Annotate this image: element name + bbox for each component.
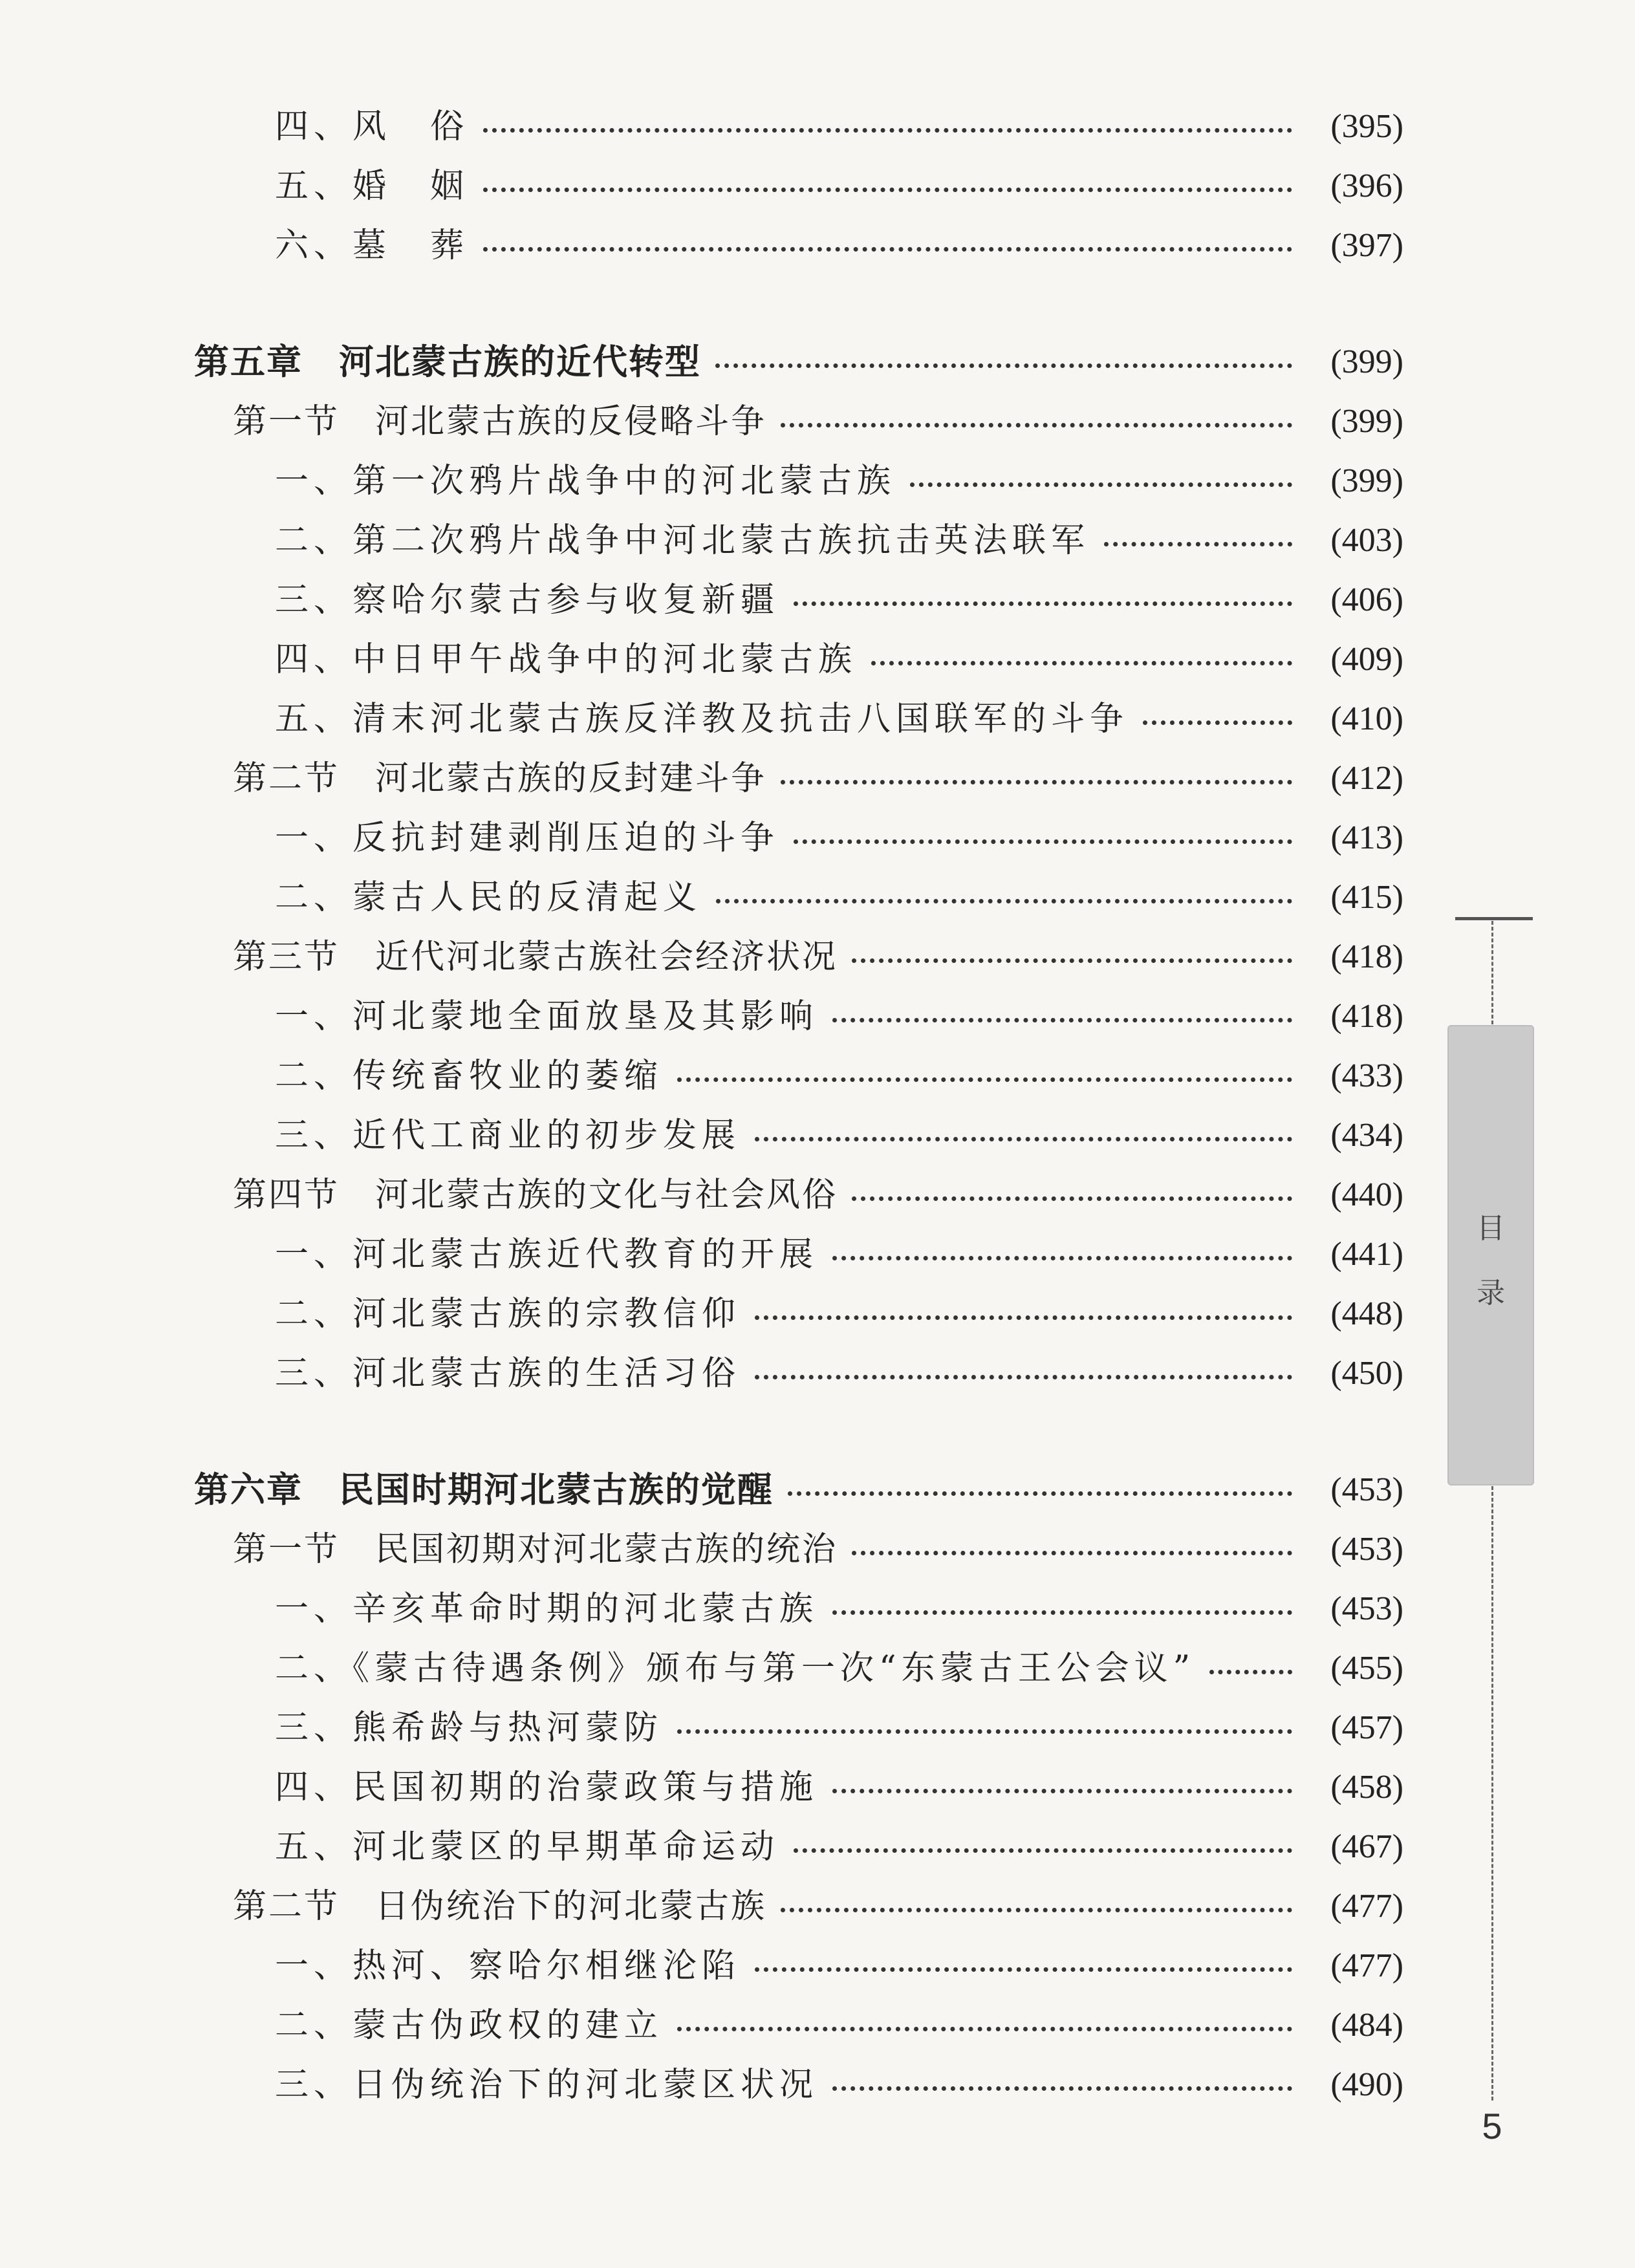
- toc-item: 三、察哈尔蒙古参与收复新疆 (406): [275, 581, 1403, 620]
- tab-divider-line: [1455, 917, 1533, 920]
- toc-item: 四、中日甲午战争中的河北蒙古族 (409): [275, 640, 1403, 679]
- toc-item: 一、辛亥革命时期的河北蒙古族 (453): [275, 1590, 1403, 1628]
- table-of-contents: [194, 97, 1403, 2115]
- tab-dashed-line-bottom: [1491, 1486, 1493, 2101]
- toc-item: 三、近代工商业的初步发展 (434): [275, 1116, 1403, 1155]
- toc-item: 二、《蒙古待遇条例》颁布与第一次“东蒙古王公会议” (455): [275, 1649, 1403, 1688]
- toc-item: 二、第二次鸦片战争中河北蒙古族抗击英法联军 (403): [275, 521, 1403, 560]
- toc-item: 三、熊希龄与热河蒙防 (457): [275, 1709, 1403, 1747]
- section-heading: 第三节 近代河北蒙古族社会经济状况 (418): [233, 938, 1403, 977]
- section-heading: 第二节 日伪统治下的河北蒙古族 (477): [233, 1887, 1403, 1926]
- toc-item: 二、传统畜牧业的萎缩 (433): [275, 1057, 1403, 1096]
- toc-item: 一、河北蒙古族近代教育的开展 (441): [275, 1235, 1403, 1274]
- toc-item: 一、热河、察哈尔相继沦陷 (477): [275, 1947, 1403, 1985]
- toc-item: 一、反抗封建剥削压迫的斗争 (413): [275, 819, 1403, 858]
- chapter-heading: 第五章 河北蒙古族的近代转型 (399): [194, 341, 1403, 382]
- toc-item: 一、河北蒙地全面放垦及其影响 (418): [275, 997, 1403, 1036]
- page-number: 5: [1482, 2106, 1502, 2146]
- toc-item: 三、河北蒙古族的生活习俗 (450): [275, 1354, 1403, 1393]
- section-tab-label: [1447, 1196, 1534, 1326]
- toc-item: 二、蒙古人民的反清起义 (415): [275, 878, 1403, 917]
- toc-item: 五、清末河北蒙古族反洋教及抗击八国联军的斗争 (410): [275, 700, 1403, 739]
- tab-char-1: 目: [1477, 1212, 1505, 1245]
- toc-item: 二、河北蒙古族的宗教信仰 (448): [275, 1295, 1403, 1334]
- chapter-heading: 第六章 民国时期河北蒙古族的觉醒 (453): [194, 1469, 1403, 1510]
- section-heading: 第一节 民国初期对河北蒙古族的统治 (453): [233, 1530, 1403, 1569]
- toc-item: 五、河北蒙区的早期革命运动 (467): [275, 1828, 1403, 1866]
- section-heading: 第二节 河北蒙古族的反封建斗争 (412): [233, 759, 1403, 798]
- section-heading: 第四节 河北蒙古族的文化与社会风俗 (440): [233, 1176, 1403, 1215]
- toc-item: 四、风 俗 (395): [275, 107, 1403, 146]
- tab-dashed-line-top: [1491, 921, 1493, 1024]
- toc-item: 三、日伪统治下的河北蒙区状况 (490): [275, 2066, 1403, 2104]
- section-heading: 第一节 河北蒙古族的反侵略斗争 (399): [233, 402, 1403, 441]
- toc-item: 一、第一次鸦片战争中的河北蒙古族 (399): [275, 462, 1403, 501]
- toc-item: 二、蒙古伪政权的建立 (484): [275, 2006, 1403, 2045]
- toc-item: 五、婚 姻 (396): [275, 167, 1403, 206]
- tab-char-2: 录: [1477, 1277, 1505, 1310]
- toc-item: 四、民国初期的治蒙政策与措施 (458): [275, 1768, 1403, 1807]
- toc-item: 六、墓 葬 (397): [275, 226, 1403, 265]
